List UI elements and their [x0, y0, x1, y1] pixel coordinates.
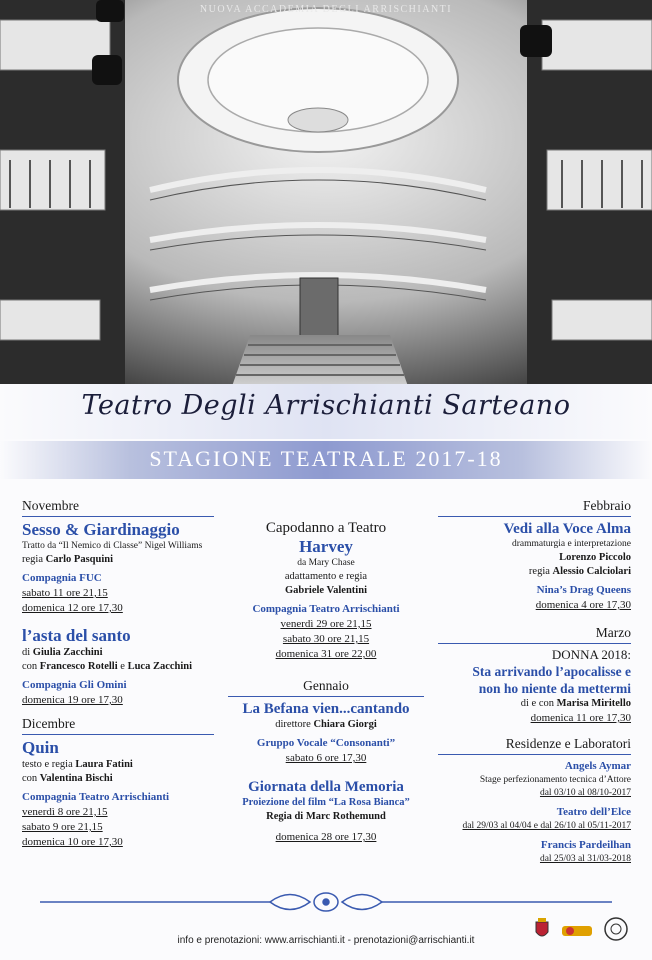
label: con	[22, 661, 38, 672]
contact-info: info e prenotazioni: www.arrischianti.it - prenotazioni@arrischianti.it	[177, 935, 475, 946]
academy-name: NUOVA ACCADEMIA DEGLI ARRISCHIANTI	[199, 4, 453, 15]
residency-dates: dal 03/10 al 08/10-2017	[539, 788, 631, 798]
label: di e con	[520, 698, 555, 709]
event-title: Quin	[22, 738, 59, 757]
event-prefix: DONNA 2018:	[551, 647, 631, 662]
actor: Luca Zacchini	[127, 661, 193, 672]
event-date: domenica 31 ore 22,00	[275, 648, 377, 660]
event-title: Giornata della Memoria	[248, 779, 404, 795]
director: Gabriele Valentini	[285, 585, 367, 596]
event-date: domenica 11 ore 17,30	[530, 712, 631, 724]
event-date: sabato 30 ore 21,15	[282, 633, 370, 645]
company: Compagnia Gli Omini	[22, 679, 127, 691]
label: regia	[528, 566, 550, 577]
author: Lorenzo Piccolo	[559, 552, 631, 563]
company: Compagnia FUC	[22, 572, 102, 584]
event-date: sabato 11 ore 21,15	[22, 587, 108, 599]
residency-name: Angels Aymar	[564, 760, 631, 772]
month-december: Dicembre	[22, 716, 214, 735]
month-february: Febbraio	[438, 498, 631, 517]
company: Compagnia Teatro Arrischianti	[22, 791, 170, 803]
event-date: domenica 28 ore 17,30	[275, 831, 377, 843]
theatre-photo	[0, 0, 652, 392]
section-heading: Capodanno a Teatro	[265, 520, 387, 536]
label: con	[22, 773, 38, 784]
director: Chiara Giorgi	[313, 719, 377, 730]
actor: Valentina Bischi	[39, 773, 113, 784]
middle-column	[228, 520, 424, 845]
event-date: domenica 4 ore 17,30	[535, 599, 631, 611]
residency-desc: Stage perfezionamento tecnica d’Attore	[479, 775, 631, 785]
right-column	[438, 498, 631, 866]
seal-icon	[603, 916, 629, 942]
label: e	[120, 661, 125, 672]
event-date: sabato 6 ore 17,30	[285, 752, 367, 764]
event-title: La Befana vien...cantando	[242, 701, 410, 717]
event-date: venerdì 29 ore 21,15	[280, 618, 372, 630]
label: direttore	[275, 719, 311, 730]
page-title: Teatro Degli Arrischianti Sarteano	[81, 390, 571, 421]
month-november: Novembre	[22, 498, 214, 517]
actor: Francesco Rotelli	[39, 661, 118, 672]
group: Gruppo Vocale “Consonanti”	[256, 737, 396, 749]
director: Regia di Marc Rothemund	[266, 811, 386, 822]
left-column	[22, 498, 214, 850]
event-title: non ho niente da mettermi	[478, 681, 631, 696]
season-subtitle: STAGIONE TEATRALE 2017-18	[149, 446, 503, 471]
event-source: Tratto da “Il Nemico di Classe” Nigel Williams	[22, 541, 203, 551]
residency-dates: dal 25/03 al 31/03-2018	[539, 854, 631, 864]
event-title: l’asta del santo	[22, 626, 131, 645]
event-date: domenica 19 ore 17,30	[22, 694, 123, 706]
coat-of-arms-icon	[534, 918, 550, 944]
event-title: Sesso & Giardinaggio	[22, 520, 180, 539]
section-residencies: Residenze e Laboratori	[438, 736, 631, 755]
company: Nina’s Drag Queens	[536, 584, 631, 596]
event-title: Vedi alla Voce Alma	[503, 521, 631, 537]
month-march: Marzo	[438, 625, 631, 644]
director: Alessio Calciolari	[552, 566, 631, 577]
author: Marisa Miritello	[556, 698, 631, 709]
label: drammaturgia e interpretazione	[511, 539, 631, 549]
event-date: venerdì 8 ore 21,15	[22, 806, 108, 818]
event-title: Sta arrivando l’apocalisse e	[472, 664, 631, 679]
author: Giulia Zacchini	[32, 647, 103, 658]
sponsor-logo-icon	[562, 922, 592, 938]
month-january: Gennaio	[228, 678, 424, 697]
label: adattamento e regia	[284, 571, 368, 582]
event-date: domenica 10 ore 17,30	[22, 836, 123, 848]
company: Compagnia Teatro Arrischianti	[252, 603, 400, 615]
label: regia	[22, 554, 43, 565]
event-subtitle: Proiezione del film “La Rosa Bianca”	[242, 797, 410, 808]
label: testo e regia	[22, 759, 73, 770]
author: Laura Fatini	[75, 759, 133, 770]
event-title: Harvey	[299, 537, 353, 556]
residency-dates: dal 29/03 al 04/04 e dal 26/10 al 05/11-2017	[462, 821, 631, 831]
director: Carlo Pasquini	[45, 554, 114, 565]
residency-name: Francis Pardeilhan	[540, 839, 631, 851]
event-source: da Mary Chase	[297, 558, 355, 568]
label: di	[22, 647, 31, 658]
event-date: domenica 12 ore 17,30	[22, 602, 123, 614]
residency-name: Teatro dell’Elce	[556, 806, 631, 818]
event-date: sabato 9 ore 21,15	[22, 821, 103, 833]
decorative-ornament	[40, 882, 612, 922]
